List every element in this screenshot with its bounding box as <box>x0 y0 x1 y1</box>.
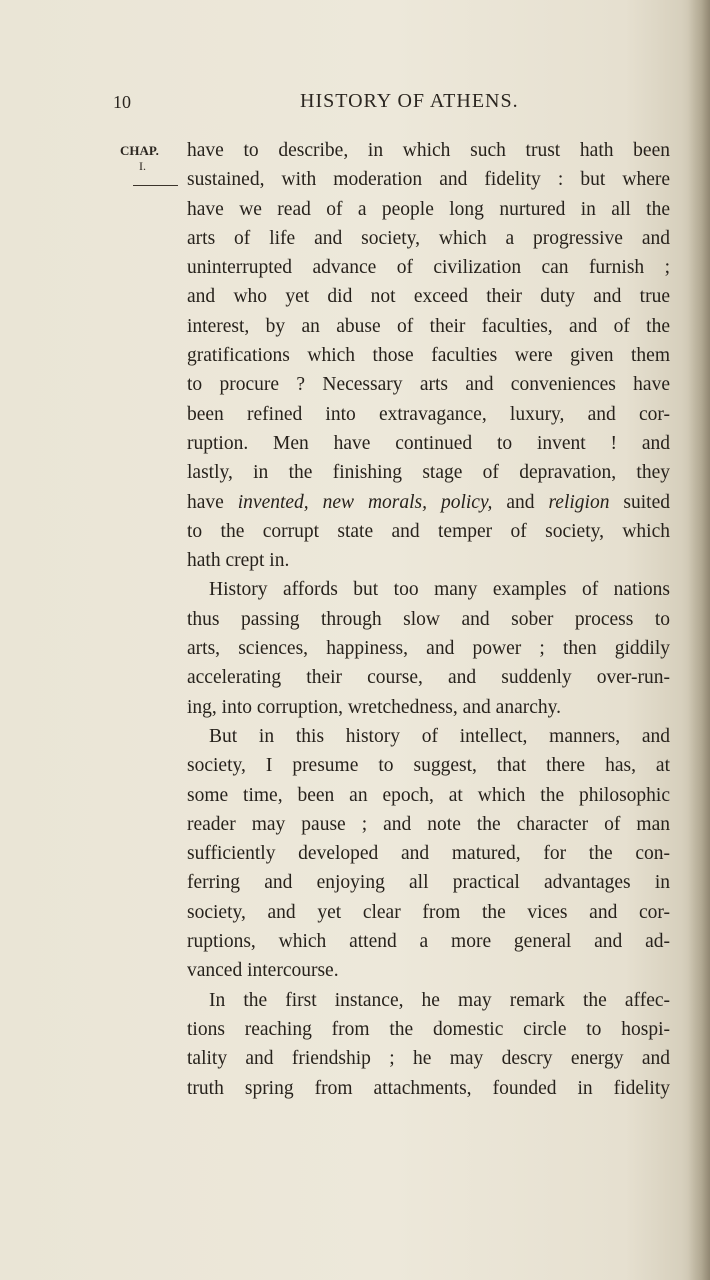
text-line: been refined into extravagance, luxury, and cor- <box>187 403 670 425</box>
paragraph-first-line: But in this history of intellect, manners, and <box>209 725 670 747</box>
chapter-label: CHAP. <box>120 143 159 158</box>
text-line: ruption. Men have continued to invent ! and <box>187 432 670 454</box>
text-line: have we read of a people long nurtured in all the <box>187 198 670 220</box>
italic-run: new morals, policy, <box>322 491 493 513</box>
text-line: tions reaching from the domestic circle to hospi- <box>187 1018 670 1040</box>
text-line: ferring and enjoying all practical advantages in <box>187 872 670 894</box>
text-line: lastly, in the finishing stage of depravation, they <box>187 462 670 484</box>
text-line: thus passing through slow and sober process to <box>187 608 670 630</box>
text-line: reader may pause ; and note the character of man <box>187 813 670 835</box>
text-line: tality and friendship ; he may descry energy and <box>187 1048 670 1070</box>
page-number: 10 <box>113 92 131 112</box>
text-line: sustained, with moderation and fidelity : but where <box>187 169 670 191</box>
text-line: society, I presume to suggest, that there has, at <box>187 755 670 777</box>
body-text <box>187 136 670 1103</box>
paragraph-first-line: In the first instance, he may remark the affec- <box>209 989 670 1011</box>
text-run: have <box>187 491 238 513</box>
text-run: and <box>492 491 549 513</box>
text-line: society, and yet clear from the vices and cor- <box>187 901 670 923</box>
paragraph-first-line: History affords but too many examples of nations <box>209 579 670 601</box>
text-line: have to describe, in which such trust hath been <box>187 140 670 161</box>
text-line: gratifications which those faculties were given them <box>187 345 670 367</box>
chapter-rule <box>133 185 178 186</box>
text-line: sufficiently developed and matured, for the con- <box>187 843 670 865</box>
running-head: HISTORY OF ATHENS. <box>300 90 519 112</box>
text-line: to the corrupt state and temper of society, which <box>187 520 670 542</box>
text-line: accelerating their course, and suddenly over-run- <box>187 667 670 689</box>
text-run: suited <box>609 491 670 513</box>
text-line: arts, sciences, happiness, and power ; then giddily <box>187 638 670 660</box>
text-line: vanced intercourse. <box>187 960 339 982</box>
text-line: ing, into corruption, wretchedness, and anarchy. <box>187 696 561 718</box>
italic-run: invented, <box>237 491 309 513</box>
page-edge-shadow <box>688 0 710 1280</box>
text-line: truth spring from attachments, founded in fidelity <box>187 1077 670 1099</box>
text-line: and who yet did not exceed their duty and true <box>187 286 670 308</box>
text-line: uninterrupted advance of civilization can furnish ; <box>187 257 670 279</box>
chapter-number: I. <box>139 159 146 173</box>
text-line: ruptions, which attend a more general and ad- <box>187 931 670 953</box>
italic-run: religion <box>548 491 610 513</box>
text-line: arts of life and society, which a progressive and <box>187 227 670 249</box>
text-run <box>309 492 323 513</box>
text-line: some time, been an epoch, at which the philosophic <box>187 784 670 806</box>
text-line: interest, by an abuse of their faculties, and of the <box>187 315 670 337</box>
text-line: to procure ? Necessary arts and conveniences have <box>187 374 670 396</box>
text-line: hath crept in. <box>187 550 290 572</box>
text-line-italic-mixed <box>187 488 670 517</box>
